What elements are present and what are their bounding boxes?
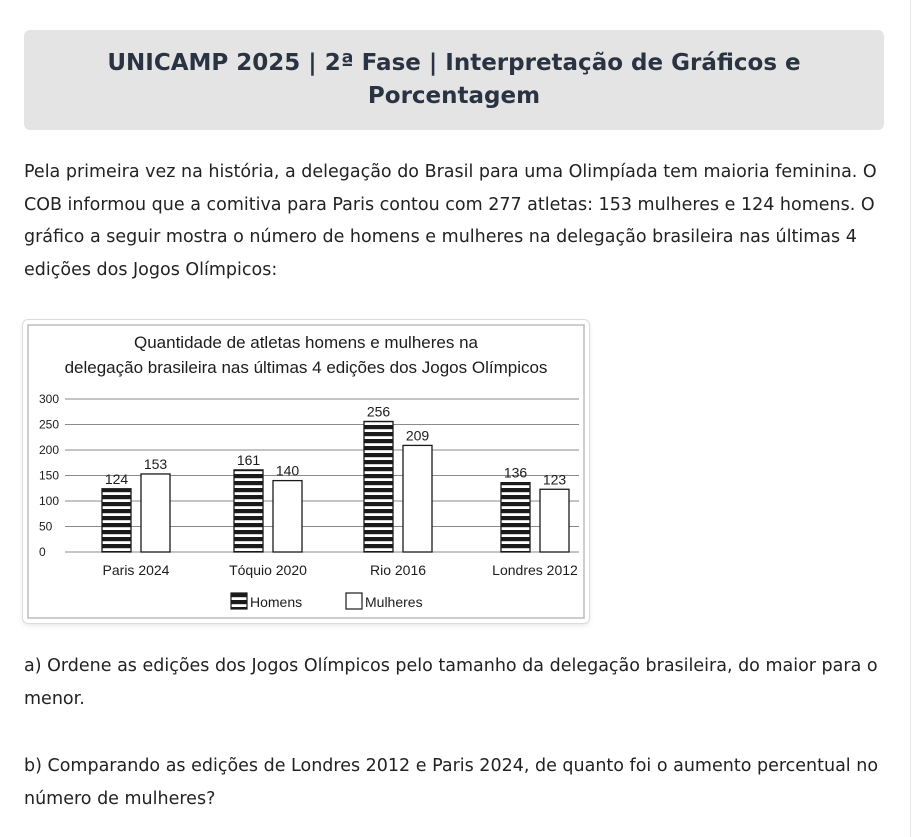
header-banner (24, 30, 884, 130)
data-label: 161 (236, 451, 261, 468)
bar-homens (234, 470, 263, 552)
x-tick-label: Tóquio 2020 (229, 562, 307, 578)
chart-title-line2: delegação brasileira nas últimas 4 edições dos Jogos Olímpicos (64, 358, 548, 377)
bar-homens (501, 483, 530, 552)
bar-mulheres (540, 489, 569, 552)
y-tick-label: 200 (39, 443, 60, 457)
bar-mulheres (273, 481, 302, 552)
data-label: 140 (275, 462, 300, 479)
data-label: 136 (503, 464, 528, 481)
bar-chart (23, 320, 589, 623)
y-tick-label: 100 (39, 494, 60, 508)
y-tick-label: 150 (39, 468, 60, 483)
data-label: 153 (143, 455, 168, 472)
bar-homens (364, 421, 393, 552)
data-label: 123 (542, 471, 567, 488)
intro-paragraph: Pela primeira vez na história, a delegação do Brasil para uma Olimpíada tem maioria feminina. O COB informou que a comitiva para Paris contou com 277 atletas: 153 mulheres e 124 homens. O gráfico a seguir mostra o número de homens e mulheres na delegação brasileira nas últimas 4 edições dos Jogos Olímpicos: (24, 162, 877, 280)
data-label: 124 (104, 470, 129, 487)
chart-figure (23, 320, 589, 623)
legend-label: Mulheres (365, 594, 423, 610)
data-label: 209 (405, 427, 430, 444)
legend-label: Homens (250, 594, 303, 610)
question-b: b) Comparando as edições de Londres 2012 e Paris 2024, de quanto foi o aumento percentual no número de mulheres? (24, 756, 879, 809)
y-tick-label: 250 (39, 417, 60, 432)
page-title: UNICAMP 2025 | 2ª Fase | Interpretação de Gráficos e Porcentagem (107, 50, 801, 109)
data-label: 256 (366, 403, 391, 420)
legend-swatch (346, 593, 362, 609)
bar-mulheres (141, 474, 170, 552)
y-tick-label: 50 (39, 519, 53, 534)
chart-title-line1: Quantidade de atletas homens e mulheres na (133, 333, 479, 352)
y-tick-label: 300 (39, 392, 60, 406)
x-tick-label: Paris 2024 (102, 562, 170, 578)
legend-swatch (231, 593, 247, 609)
question-a: a) Ordene as edições dos Jogos Olímpicos pelo tamanho da delegação brasileira, do maior para o menor. (24, 656, 878, 709)
x-tick-label: Londres 2012 (492, 562, 578, 578)
bar-mulheres (403, 445, 432, 552)
x-tick-label: Rio 2016 (369, 562, 427, 578)
bar-homens (102, 489, 131, 552)
y-tick-label: 0 (39, 545, 46, 559)
